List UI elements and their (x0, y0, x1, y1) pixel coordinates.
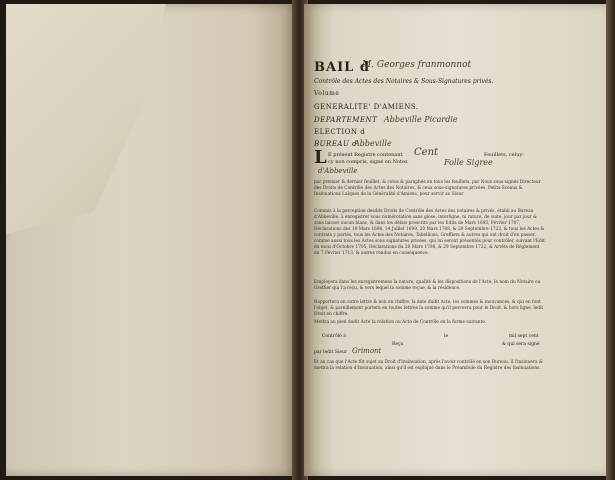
left-page (6, 4, 296, 476)
generalite-label: GENERALITE' D'AMIENS. (314, 103, 419, 111)
form-mil: mil sept cent (509, 334, 539, 339)
election-label: ELECTION d (314, 128, 366, 136)
paragraph-3: Employera dans les enregistremens la nature, qualité & les dispositions de l'Acte, le nom du Notaire ou Greffier qui l'a reçu, & vers lequel la somme reçue, & la résidence. (314, 280, 541, 291)
intro-line-2: cy non compris, signé en Notes (328, 159, 408, 165)
page-edge (606, 0, 615, 480)
form-recu: Reçu (392, 342, 404, 347)
intro-line-1: E présent Registre contenant (328, 152, 403, 158)
intro-hand-count: Cent (414, 147, 439, 158)
form-le: le (444, 334, 449, 339)
form-signe: & qui sera signé (502, 342, 540, 347)
register-subtitle: Contrôle des Actes des Notaires & Sous-Signatures privés. (314, 78, 494, 85)
bureau-label: BUREAU d (314, 140, 358, 148)
departement-label: DEPARTEMENT (314, 116, 378, 124)
intro-hand-place: d'Abbeville (318, 167, 358, 175)
form-controle: Contrôlé à (322, 334, 346, 339)
paragraph-2: Commis à la perception desdits Droits de Contrôle des Actes des notaires & privés, établi au Bureau d'Abbeville, à enregistrer sous numérotation sans glose, interligne, ni rature, de suite, jour par jour & sans laisser aucun blanc, & dans les délais prescrits par les Edits de Mars 1693, Février 1707, Déclarations des 19 Mars 1696, 14 Juillet 1699, 20 Mars 1708, & 29 Septembre 1722, & tous les Actes & contrats y portés, tous les Actes des Notaires, Tabellions, Greffiers & autres qui ont droit d'en passer, comme aussi tous les Actes sous signatures privées, qui lui seront présentés pour contrôler, suivant l'Edit du mois d'Octobre 1705, Déclarations du 20 Mars 1708, & 29 Septembre 1722, & Arrêts de Règlement du 7 Février 1713, & autres rendus en conséquence. (314, 209, 545, 256)
bail-heading: BAIL d (314, 60, 370, 75)
form-par-sieur: par ledit Sieur (314, 350, 348, 355)
final-paragraph: Et au cas que l'Acte fût sujet au Droit d'Insinuation, après l'avoir contrôlé en son Bureau, il l'insinuera & mettra la relation d'Insinuation, ainsi qu'il est expliqué dans le Préambule du Registre des Insinuations. (314, 360, 543, 371)
form-hand-sieur: Grimont (352, 347, 382, 355)
folded-page-corner (6, 4, 166, 234)
departement-handwritten: Abbeville Picardie (384, 115, 458, 124)
paragraph-4: Rapportera en outre lettre & non en chiffre, la date dudit Acte, les sommes & mouvances, & qui en font l'objet, & pareillement portera en toutes lettres la somme qu'il percevra pour le Droit, & hors ligne, ledit Droit en chiffre. (314, 300, 544, 317)
intro-line-1b: Feuillets, celuy- (484, 152, 524, 158)
right-page (304, 4, 606, 476)
drop-cap: L (314, 147, 327, 168)
intro-hand-signed: Folle Sigree (444, 158, 493, 167)
paragraph-5: Mettra au pied dudit Acte la relation ou Acte de Contrôle en la forme suivante. (314, 320, 487, 325)
bail-handwritten-name: M. Georges franmonnot (362, 60, 472, 70)
paragraph-1: par premier & dernier feuillet, & cotes & paraphés en tous les feuillets, par Nous sous-signés Directeur des Droits de Contrôle des Actes des Notaires, & ceux sous-signatures privées, Petits-Sceaux & Insinuations Laïques de la Généralité d'Amiens, pour servir au Sieur (314, 180, 541, 197)
bureau-handwritten: Abbeville (354, 139, 392, 148)
volume-label: Volume (314, 90, 340, 97)
